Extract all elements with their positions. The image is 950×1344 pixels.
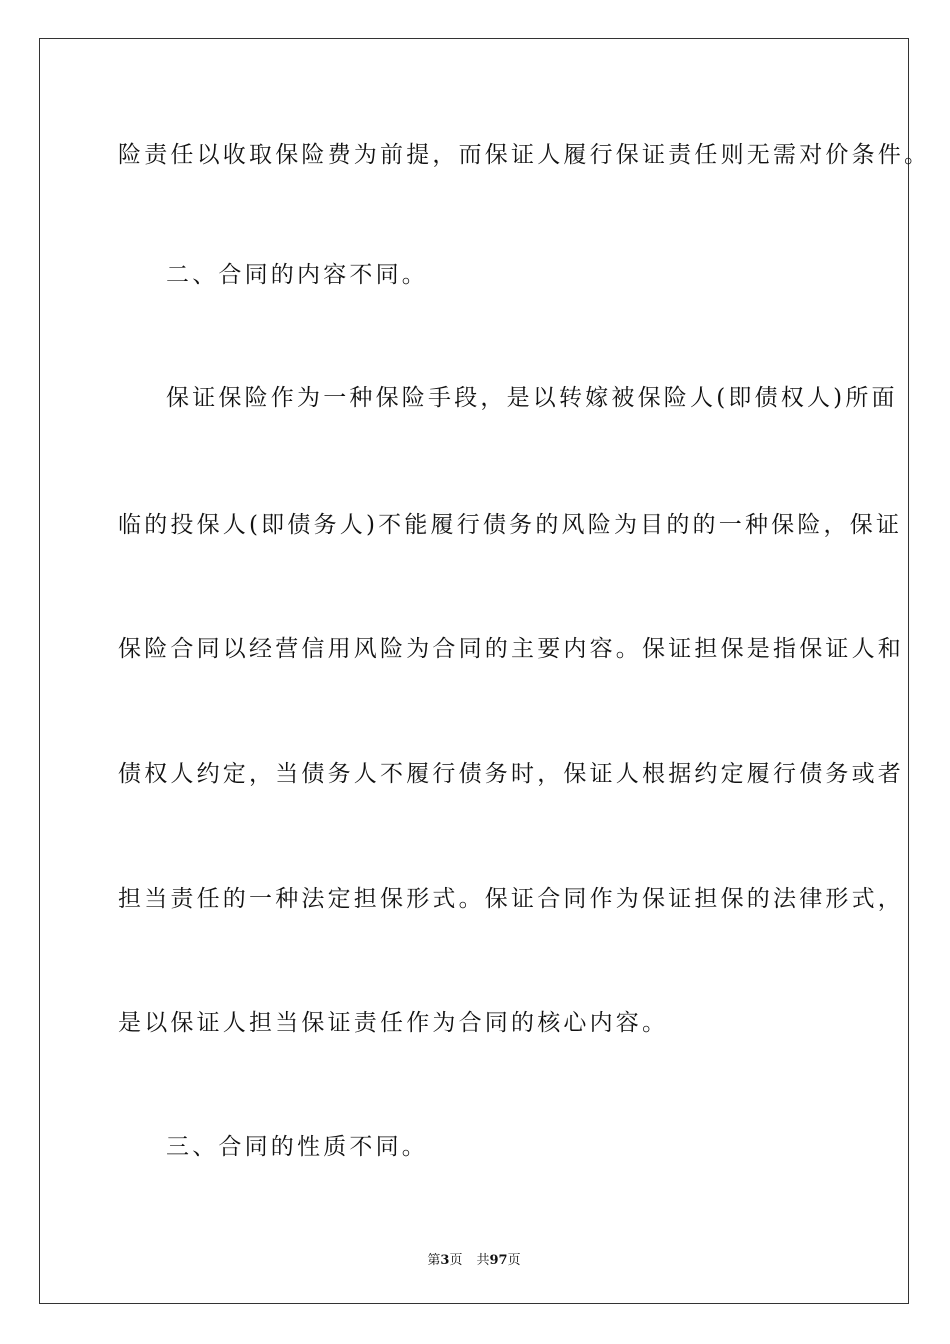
paragraph-line-2: 临的投保人(即债务人)不能履行债务的风险为目的的一种保险，保证 — [118, 512, 903, 538]
total-prefix: 共 — [476, 1253, 490, 1268]
paragraph-line-4: 债权人约定，当债务人不履行债务时，保证人根据约定履行债务或者 — [118, 761, 904, 787]
paragraph-line-5: 担当责任的一种法定担保形式。保证合同作为保证担保的法律形式， — [118, 886, 904, 912]
text-line-1: 险责任以收取保险费为前提，而保证人履行保证责任则无需对价条件。 — [118, 142, 931, 168]
section-heading-2: 二、合同的内容不同。 — [166, 262, 428, 288]
page-number: 3 — [440, 1253, 450, 1268]
section-heading-3: 三、合同的性质不同。 — [166, 1134, 428, 1160]
page-footer — [40, 1249, 908, 1268]
paragraph-line-6: 是以保证人担当保证责任作为合同的核心内容。 — [118, 1010, 669, 1036]
total-pages: 97 — [489, 1253, 508, 1268]
paragraph-line-1: 保证保险作为一种保险手段，是以转嫁被保险人(即债权人)所面 — [166, 385, 898, 411]
page-suffix: 页 — [449, 1253, 463, 1268]
document-page — [39, 38, 931, 1304]
page-prefix: 第 — [427, 1253, 441, 1268]
total-suffix: 页 — [507, 1253, 521, 1268]
paragraph-line-3: 保险合同以经营信用风险为合同的主要内容。保证担保是指保证人和 — [118, 636, 904, 662]
